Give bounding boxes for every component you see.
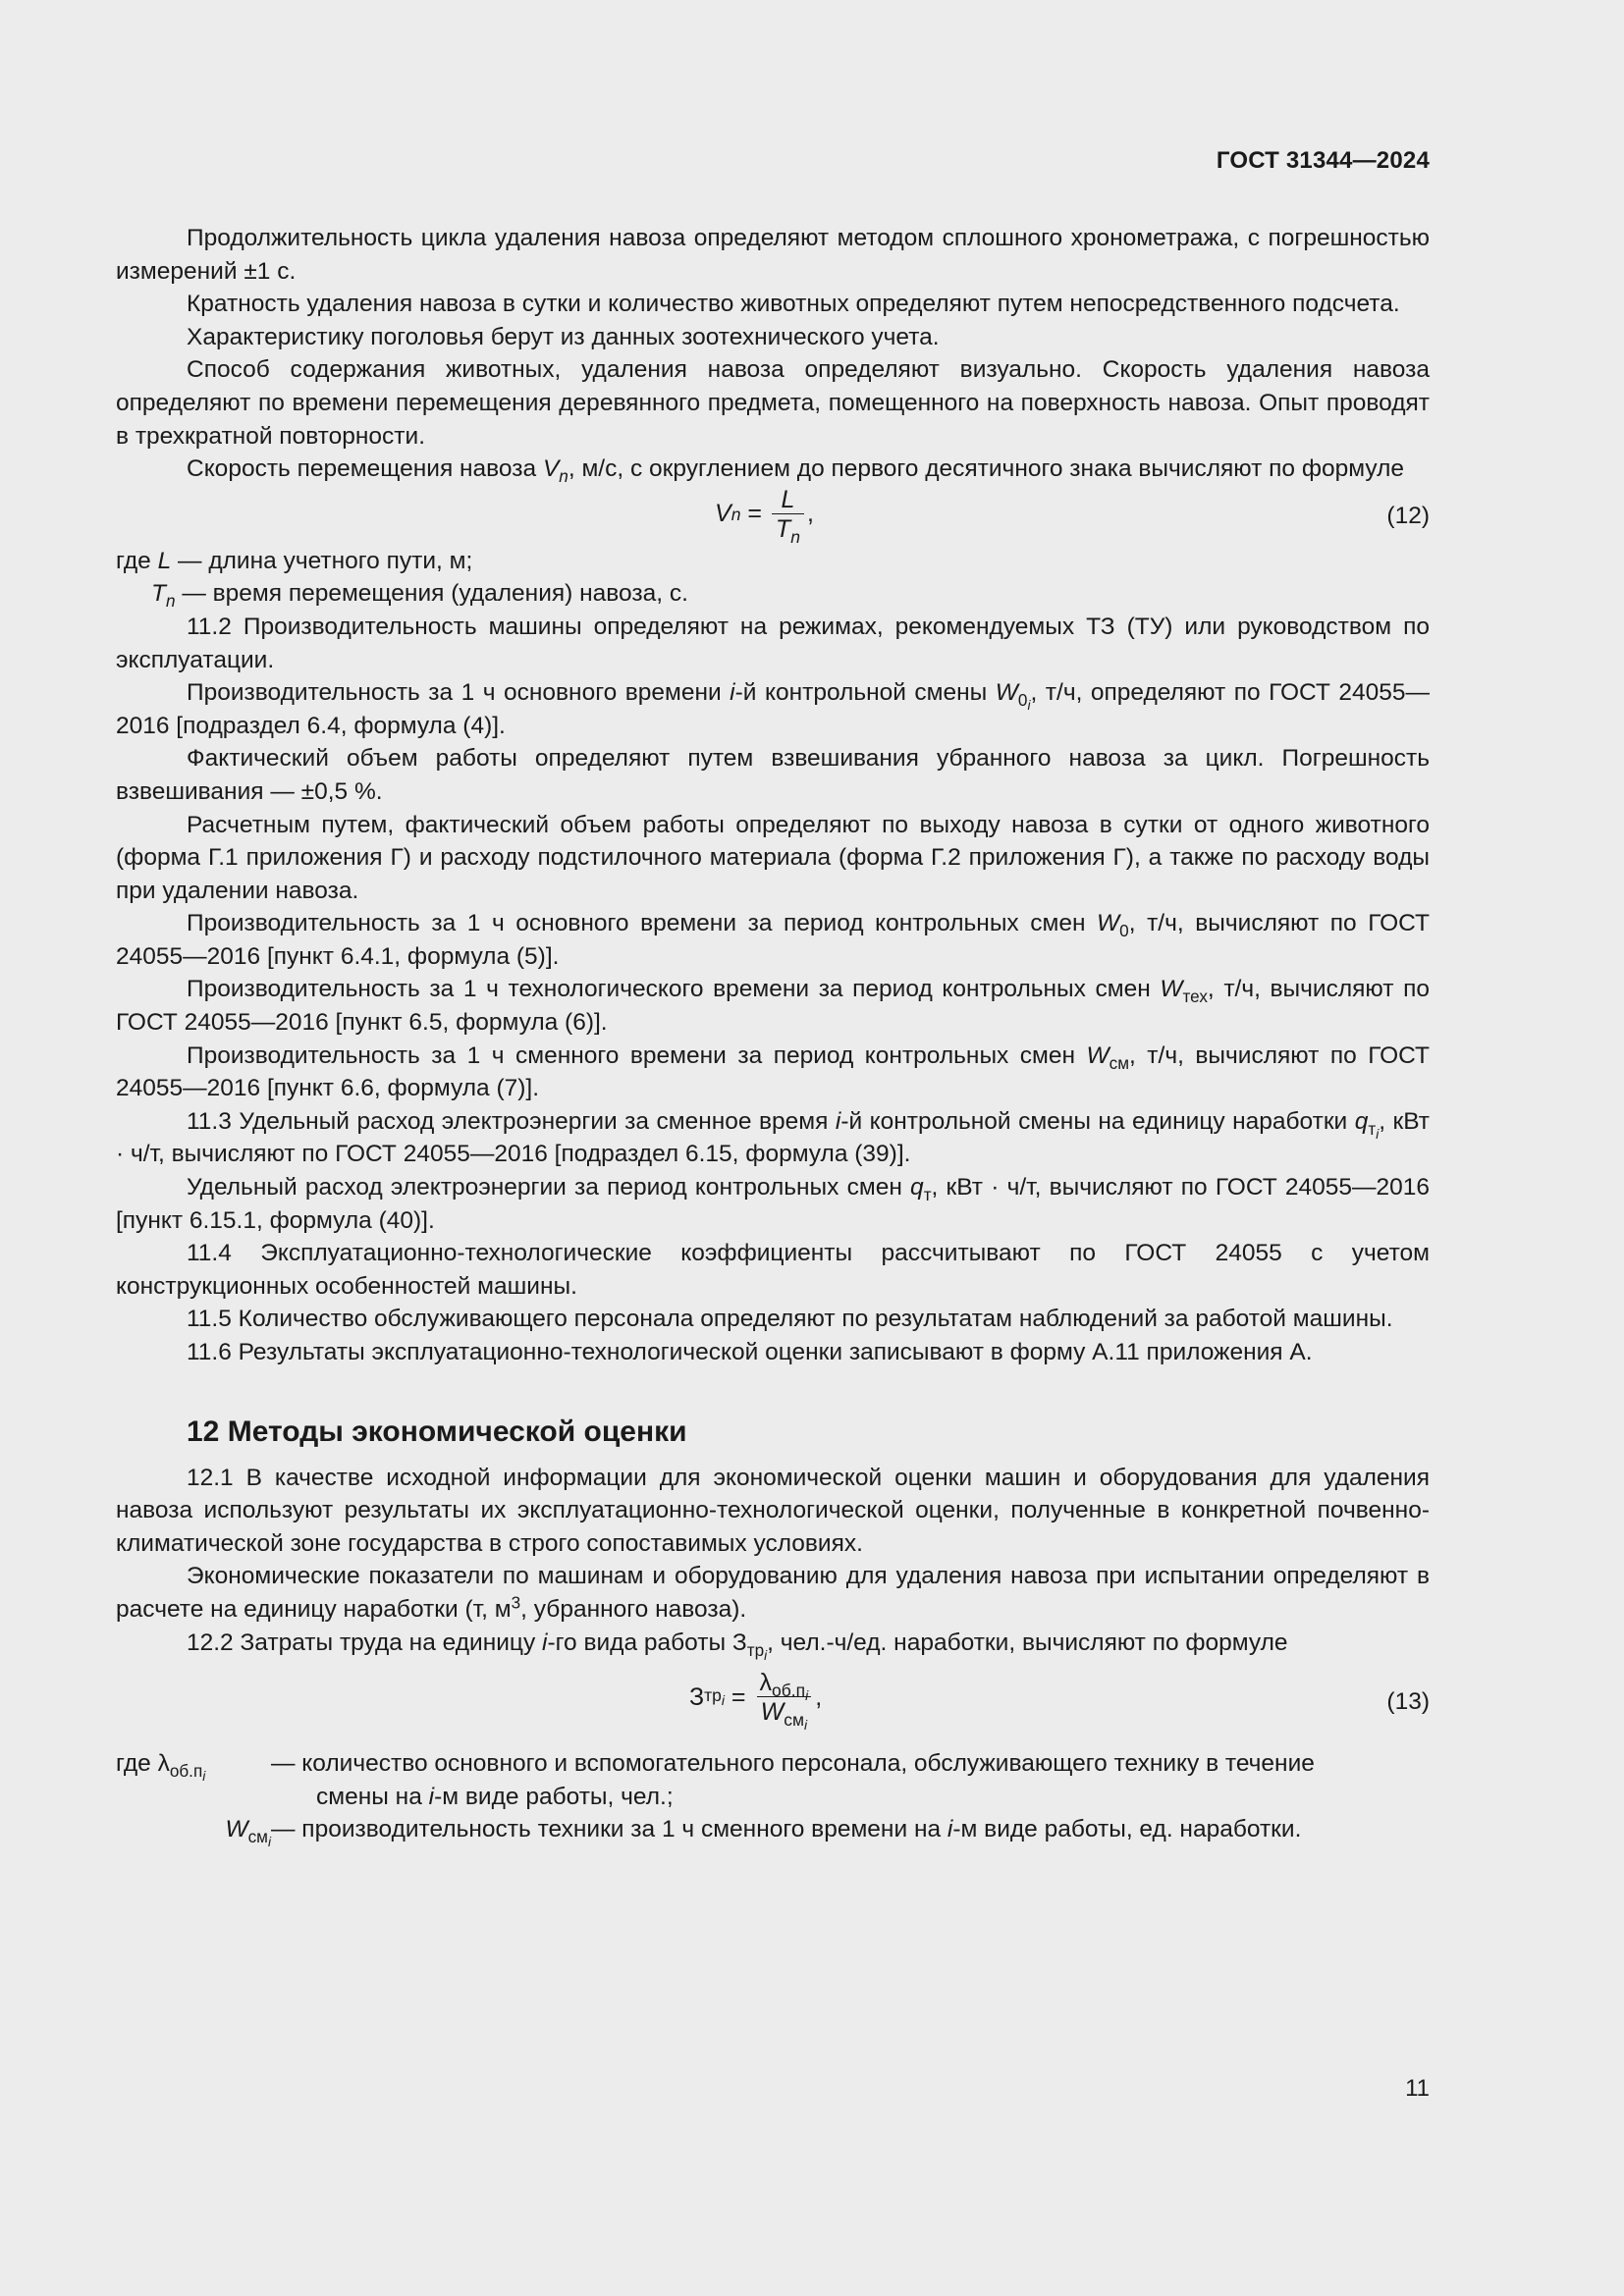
text: , т/ч, вычисляют по ГОСТ 24055—2016 [пункт 6.4.1, формула (5)]. — [116, 910, 1430, 970]
text: где — [116, 1750, 158, 1778]
equals-sign: = — [740, 500, 769, 528]
subscript: см — [247, 1827, 268, 1847]
text: , т/ч, вычисляют по ГОСТ 24055—2016 [пункт 6.6, формула (7)]. — [116, 1041, 1430, 1102]
paragraph — [116, 1627, 1430, 1663]
text: , м/с, с округлением до первого десятичного знака вычисляют по формуле — [568, 455, 1404, 483]
definition — [116, 545, 1430, 578]
subscript: 0 — [1017, 690, 1028, 711]
num-var: λ — [759, 1669, 772, 1697]
variable: i — [542, 1629, 548, 1656]
fraction-denominator — [772, 513, 804, 547]
variable: i — [947, 1816, 953, 1843]
subscript: об.п — [771, 1681, 806, 1701]
subscript: об.п — [169, 1761, 203, 1782]
formula-lhs: З — [689, 1682, 705, 1711]
variable: L — [157, 547, 172, 574]
text: Производительность за 1 ч технологического времени за период контрольных смен — [187, 976, 1161, 1003]
subscript: тех — [1182, 987, 1208, 1007]
fraction — [755, 1669, 812, 1734]
text: 12.2 Затраты труда на единицу — [187, 1629, 543, 1656]
paragraph — [116, 676, 1430, 742]
subscript: т — [1368, 1118, 1377, 1139]
subscript: i — [721, 1692, 725, 1709]
superscript: 3 — [511, 1592, 521, 1613]
subscript: 0 — [1119, 921, 1129, 941]
definition-term — [116, 1747, 271, 1813]
den-var: T — [775, 514, 791, 543]
text: — производительность техники за 1 ч сменного времени на — [271, 1816, 947, 1843]
text: смены на — [316, 1783, 429, 1810]
text: — время перемещения (удаления) навоза, с. — [175, 580, 688, 608]
variable: i — [730, 679, 735, 707]
text: -м виде работы, чел.; — [434, 1783, 674, 1810]
text: Производительность за 1 ч сменного времени за период контрольных смен — [187, 1041, 1087, 1069]
subscript: i — [267, 1835, 271, 1850]
paragraph: 11.2 Производительность машины определяют на режимах, рекомендуемых ТЗ (ТУ) или руководством по эксплуатации. — [116, 613, 1430, 673]
equals-sign: = — [724, 1682, 753, 1711]
paragraph — [116, 907, 1430, 973]
variable: W — [1160, 976, 1183, 1003]
formula-12 — [116, 486, 1430, 545]
subscript: i — [764, 1647, 768, 1663]
den-var: W — [760, 1698, 785, 1727]
page-content — [116, 222, 1430, 1850]
definition-term — [116, 1813, 271, 1850]
paragraph — [116, 1560, 1430, 1626]
variable: W — [995, 679, 1018, 707]
fraction-numerator — [755, 1669, 812, 1704]
subscript: n — [790, 526, 800, 547]
formula-lhs: V — [715, 500, 731, 528]
text: -го вида работы З — [547, 1629, 747, 1656]
text: , т/ч, определяют по ГОСТ 24055—2016 [подраздел 6.4, формула (4)]. — [116, 679, 1430, 739]
paragraph — [116, 1040, 1430, 1105]
paragraph: 12.1 В качестве исходной информации для экономической оценки машин и оборудования для удаления навоза используют результаты их эксплуатационно-технологической оценки, полученные в конкретной почвенно-климатической зоне государства в строго сопоставимых условиях. — [116, 1464, 1430, 1557]
section-heading: 12 Методы экономической оценки — [187, 1415, 687, 1448]
definition-text — [271, 1813, 1430, 1846]
text: -й контрольной смены — [734, 679, 996, 707]
paragraph — [116, 453, 1430, 486]
page-number: 11 — [1405, 2075, 1430, 2102]
paragraph: Способ содержания животных, удаления навоза определяют визуально. Скорость удаления навоза определяют по времени перемещения деревянного предмета, помещенного на поверхность навоза. Опыт проводят в трехкратной повторности. — [116, 356, 1430, 450]
formula-13 — [116, 1659, 1430, 1747]
text: , чел.-ч/ед. наработки, вычисляют по формуле — [767, 1629, 1288, 1656]
subscript: i — [803, 1717, 808, 1734]
fraction-numerator: L — [781, 485, 795, 513]
text: — количество основного и вспомогательного персонала, обслуживающего технику в течение — [271, 1750, 1315, 1778]
paragraph: Расчетным путем, фактический объем работы определяют по выходу навоза в сутки от одного животного (форма Г.1 приложения Г) и расходу подстилочного материала (форма Г.2 приложения Г), а также по расходу воды при удалении навоза. — [116, 811, 1430, 904]
definition — [116, 577, 1430, 611]
paragraph: 11.6 Результаты эксплуатационно-технологической оценки записывают в форму А.11 приложения А. — [187, 1339, 1313, 1365]
definition — [116, 1813, 1430, 1850]
subscript: тр — [704, 1685, 722, 1706]
fraction — [772, 485, 804, 547]
variable: T — [151, 580, 166, 608]
subscript: см — [784, 1710, 804, 1731]
subscript: n — [165, 591, 176, 612]
text: Экономические показатели по машинам и оборудованию для удаления навоза при испытании определяют в расчете на единицу наработки (т, м — [116, 1563, 1430, 1623]
variable: i — [835, 1107, 841, 1135]
text: , т/ч, вычисляют по ГОСТ 24055—2016 [пункт 6.5, формула (6)]. — [116, 976, 1430, 1037]
subscript: т — [923, 1185, 932, 1205]
text: где — [116, 547, 158, 574]
paragraph: Продолжительность цикла удаления навоза определяют методом сплошного хронометража, с погрешностью измерений ±1 с. — [116, 225, 1430, 285]
variable: q — [910, 1174, 924, 1201]
paragraph: 11.5 Количество обслуживающего персонала определяют по результатам наблюдений за работой машины. — [187, 1306, 1393, 1333]
formula-tail: , — [806, 500, 814, 528]
variable: i — [428, 1783, 435, 1810]
formula-number: (13) — [1386, 1688, 1430, 1716]
variable: W — [225, 1816, 248, 1843]
formula-expression — [689, 1669, 823, 1734]
text: — длина учетного пути, м; — [171, 547, 473, 574]
subscript: i — [202, 1769, 206, 1785]
subscript: i — [1376, 1126, 1380, 1142]
text-cont — [271, 1784, 674, 1810]
text: Скорость перемещения навоза — [187, 455, 543, 483]
variable: W — [1097, 910, 1120, 937]
subscript: i — [1027, 698, 1031, 714]
paragraph: Кратность удаления навоза в сутки и количество животных определяют путем непосредственного подсчета. — [187, 291, 1400, 318]
text: Удельный расход электроэнергии за период контрольных смен — [187, 1174, 911, 1201]
definition — [116, 1747, 1430, 1813]
text: -м виде работы, ед. наработки. — [952, 1816, 1302, 1843]
paragraph — [116, 1171, 1430, 1237]
paragraph: Фактический объем работы определяют путем взвешивания убранного навоза за цикл. Погрешность взвешивания — ±0,5 %. — [116, 745, 1430, 805]
subscript: i — [805, 1687, 809, 1704]
variable: V — [542, 455, 560, 483]
definition-text — [271, 1747, 1430, 1813]
text: -й контрольной смены на единицу наработки — [840, 1107, 1355, 1135]
paragraph: 11.4 Эксплуатационно-технологические коэффициенты рассчитывают по ГОСТ 24055 с учетом конструкционных особенностей машины. — [116, 1240, 1430, 1300]
text: , кВт · ч/т, вычисляют по ГОСТ 24055—2016 [пункт 6.15.1, формула (40)]. — [116, 1174, 1430, 1234]
variable: W — [1086, 1041, 1110, 1069]
paragraph — [116, 973, 1430, 1039]
subscript: см — [1109, 1052, 1130, 1073]
subscript: n — [731, 505, 741, 525]
text: , убранного навоза). — [520, 1595, 747, 1623]
text: , кВт · ч/т, вычисляют по ГОСТ 24055—2016 [подраздел 6.15, формула (39)]. — [116, 1107, 1430, 1168]
text: Производительность за 1 ч основного времени за период контрольных смен — [187, 910, 1098, 937]
subscript: тр — [746, 1639, 765, 1660]
formula-tail: , — [815, 1682, 823, 1711]
variable: q — [1354, 1107, 1369, 1135]
subscript: n — [559, 466, 568, 487]
paragraph — [116, 1105, 1430, 1171]
formula-number: (12) — [1386, 502, 1430, 529]
paragraph: Характеристику поголовья берут из данных зоотехнического учета. — [187, 323, 940, 350]
text: Производительность за 1 ч основного времени — [187, 679, 731, 707]
formula-expression — [715, 485, 814, 547]
variable: λ — [157, 1750, 170, 1778]
document-header: ГОСТ 31344—2024 — [1216, 147, 1430, 174]
fraction-denominator — [757, 1696, 812, 1734]
text: 11.3 Удельный расход электроэнергии за сменное время — [187, 1107, 836, 1135]
